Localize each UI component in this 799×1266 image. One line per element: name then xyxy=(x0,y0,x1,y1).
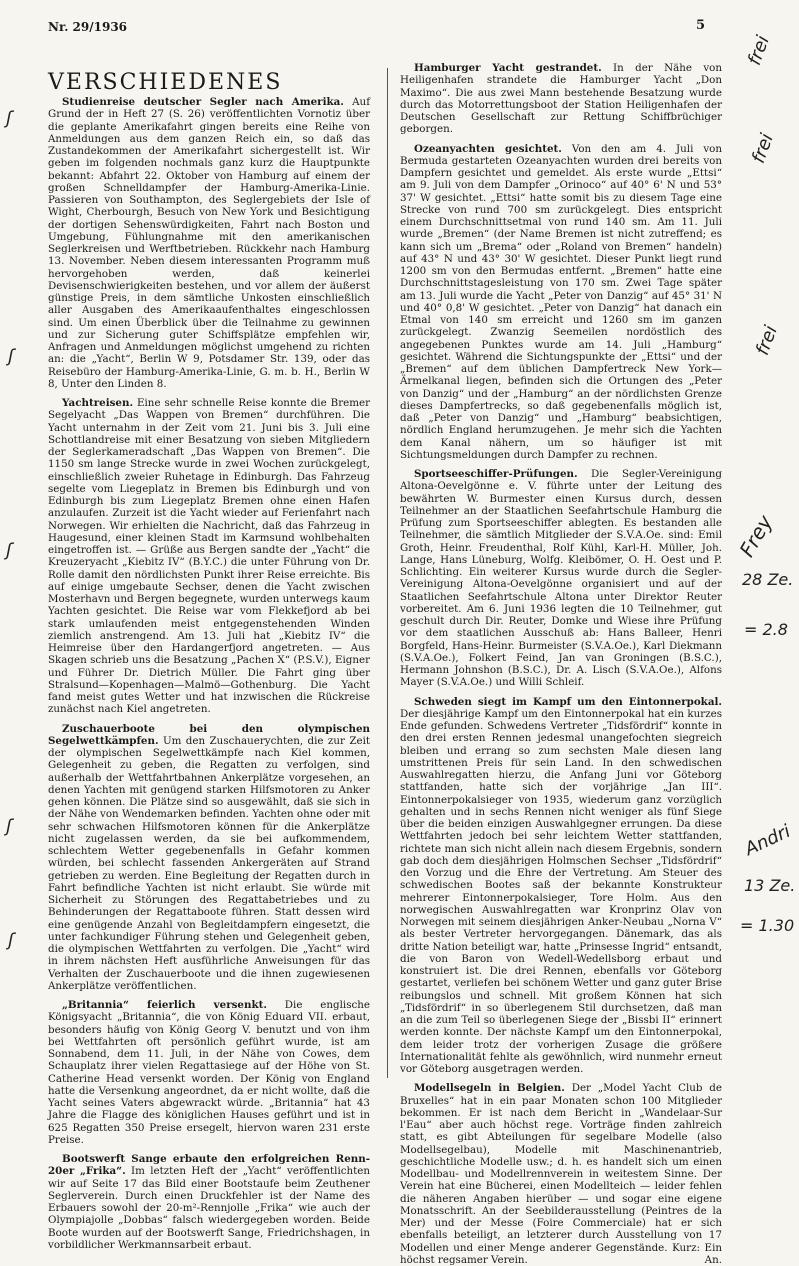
article-body: Der „Model Yacht Club de Bruxelles“ hat in ein paar Monaten schon 100 Mitglieder bekommen. Er ist nach dem Bericht in „Wandelaar-Sur l'Eau“ aber auch höchst rege. Vorträge finden zahlreich statt, es gibt Abteilungen für segelbare Modelle (also Modellsegelbau), Modelle mit Maschinenantrieb, geschichtliche Modelle usw.; d. h. es handelt sich um einen Modellbau- und Modellrennverein in weitestem Sinne. Der Verein hat eine Bücherei, einen Modellteich — leider fehlen die näheren Angaben hierüber — und sogar eine eigene Monatsschrift. An der Seebilderausstellung (Peintres de la Mer) und der Messe (Foire Commerciale) hat er sich ebenfalls beteiligt, an letzterer durch Ausstellung von 17 Modellen und einer Menge anderer Gegenstände. Kurz: Ein höchst regsamer Verein. xyxy=(400,1082,722,1266)
article-headline: Hamburger Yacht gestrandet. xyxy=(414,62,602,74)
margin-note: 28 Ze. xyxy=(742,570,794,589)
article-body: Der diesjährige Kampf um den Eintonnerpokal hat ein kurzes Ende gefunden. Schwedens Vertreter „Tidsfördrif“ konnte in den drei ersten Rennen jedesmal unangefochten siegreich bleiben und errang so zum sechsten Male diesen lang umstrittenen Preis für sein Land. In den schwedischen Auswahlregatten hierzu, die Anfang Juni vor Göteborg stattfanden, hatte sich der vorjährige „Jan III“. Eintonnerpokalsieger von 1935, wiederum ganz vorzüglich gehalten und in sechs Rennen nicht weniger als fünf Siege über die beiden einzigen Auswahlgegner errungen. Da diese Wettfahrten jedoch bei sehr leichtem Wetter stattfanden, richtete man sich nicht allein nach diesem Ergebnis, sondern gab doch dem diesjährigen Holmschen Sechser „Tidsfördrif“ den Vorzug und die Ehre der Vertretung. Am Steuer des schwedischen Bootes saß der bekannte Konstrukteur mehrerer Eintonnerpokalsieger, Tore Holm. Aus den norwegischen Auswahlregatten war Kronprinz Olav von Norwegen mit seinem diesjährigen Anker-Neubau „Norna V“ als bester Vertreter hervorgegangen. Dänemark, das als dritte Nation beteiligt war, hatte „Prinsesse Ingrid“ entsandt, die von Baron von Wedell-Wedellsborg erbaut und konstruiert ist. Die drei Rennen, ebenfalls vor Göteborg gestartet, verliefen bei schönem Wetter und ganz guter Brise reibungslos und schnell. Mit großem Können hat sich „Tidsfördrif“ in so überlegenem Stil durchsetzen, daß man an die zum Teil so überlegenen Siege der „Bissbi II“ erinnert werden konnte. Der nächste Kampf um den Eintonnerpokal, dem leider trotz der vorherigen Zusage die größere Internationalität fehlte als gewöhnlich, wird nunmehr erneut vor Göteborg ausgetragen werden. xyxy=(400,707,722,1075)
page-header xyxy=(0,0,799,60)
article-hamburger-yacht xyxy=(400,62,722,136)
article-body: Im letzten Heft der „Yacht“ veröffentlichten wir auf Seite 17 das Bild einer Bootstaufe beim Zeuthener Seglerverein. Durch einen Druckfehler ist der Name des Erbauers sowohl der 20-m²-Rennjolle „Frika“ wie auch der Olympiajolle „Dobbas“ falsch wiedergegeben worden. Beide Boote wurden auf der Bootswerft Sange, Friedrichshagen, in vorbildlicher Werkmannsarbeit erbaut. xyxy=(48,1165,371,1251)
article-body: Auf Grund der in Heft 27 (S. 26) veröffentlichten Vornotiz über die geplante Amerikafahrt gingen bereits eine Reihe von Anmeldungen aus dem ganzen Reich ein, so daß das Zustandekommen der Amerikafahrt sichergestellt ist. Wir geben im folgenden nochmals ganz kurz die Hauptpunkte bekannt: Abfahrt 22. Oktober von Hamburg auf einem der großen Schnelldampfer der Hamburg-Amerika-Linie. Passieren von Southampton, des Seglergebiets der Isle of Wight, Cherbourgh, Besuch von New York und Besichtigung der dortigen Sehenswürdigkeiten, Fahrt nach Boston und Umgebung, Fühlungnahme mit den amerikanischen Seglerkreisen und Werftbetrieben. Rückkehr nach Hamburg 13. November. Neben diesem interessanten Programm muß hervorgehoben werden, daß keinerlei Devisenschwierigkeiten bestehen, und vor allem der äußerst günstige Preis, in dem sämtliche Unkosten einschließlich aller Ausgaben des Amerikaaufenthaltes eingeschlossen sind. Um einen Überblick über die Teilnahme zu gewinnen und zur Sicherung guter Schiffsplätze empfehlen wir, Anfragen und Anmeldungen möglichst umgehend zu richten an: die „Yacht“, Berlin W 9, Potsdamer Str. 139, oder das Reisebüro der Hamburg-Amerika-Linie, G. m. b. H., Berlin W 8, Unter den Linden 8. xyxy=(48,96,371,390)
article-headline: Zuschauerboote bei den olympischen Segelwettkämpfen. xyxy=(48,722,370,747)
article-sportseeschiffer xyxy=(400,468,722,689)
article-headline: Studienreise deutscher Segler nach Amerika. xyxy=(62,96,344,108)
margin-note: 13 Ze. xyxy=(744,876,796,895)
article-headline: Modellsegeln in Belgien. xyxy=(414,1082,565,1095)
article-body: Von den am 4. Juli von Bermuda gestarteten Ozeanyachten wurden drei bereits von Dampfern gesichtet und gemeldet. Als erste wurde „Ettsi“ am 9. Juli von dem Dampfer „Orinoco“ auf 40° 6' N und 53° 37' W gesichtet. „Ettsi“ hatte somit bis zu diesem Tage eine Strecke von rund 700 sm zurückgelegt. Dies entspricht einem Durchschnittsetmal von rund 140 sm. Am 11. Juli wurde „Bremen“ (der Name Bremen ist nicht zutreffend; es kann sich um „Brema“ oder „Roland von Bremen“ handeln) auf 43° N und 43° 30' W gesichtet. Dieser Punkt liegt rund 1200 sm von den Bermudas entfernt. „Bremen“ hatte eine Durchschnittstagesleistung von 170 sm. Zwei Tage später am 13. Juli wurde die Yacht „Peter von Danzig“ auf 45° 31' N und 40° 0,8' W gesichtet. „Peter von Danzig“ hat danach ein Etmal von 140 sm erreicht und 1260 sm im ganzen zurückgelegt. Zwanzig Seemeilen nordöstlich des angegebenen Punktes wurde am 14. Juli „Hamburg“ gesichtet. Während die Sichtungspunkte der „Ettsi“ und der „Bremen“ auf dem üblichen Dampfertreck New York—Ärmelkanal liegen, befinden sich die Ortungen des „Peter von Danzig“ und der „Hamburg“ an der nördlichsten Grenze dieses Dampfertrecks, so daß gegebenenfalls möglich ist, daß „Peter von Danzig“ und „Hamburg“ beabsichtigen, nördlich England herumzugehen. Je mehr sich die Yachten dem Kanal nähern, um so häufiger ist mit Sichtungsmeldungen durch Dampfer zu rechnen. xyxy=(400,142,722,461)
margin-note: frei xyxy=(743,32,774,69)
margin-note: frei xyxy=(751,322,782,359)
article-headline: „Britannia“ feierlich versenkt. xyxy=(62,999,267,1011)
handwritten-mark: ʃ xyxy=(6,540,13,561)
section-title: VERSCHIEDENES xyxy=(48,70,283,95)
article-headline: Yachtreisen. xyxy=(62,397,134,409)
article-headline: Schweden siegt im Kampf um den Eintonnerpokal. xyxy=(414,695,722,708)
issue-number: Nr. 29/1936 xyxy=(48,20,128,34)
handwritten-mark: ʃ xyxy=(8,930,15,951)
handwritten-mark: ʃ xyxy=(8,346,15,367)
margin-note: = 1.30 xyxy=(740,916,795,935)
page-number: 5 xyxy=(696,18,706,33)
article-studienreise xyxy=(48,96,370,390)
article-headline: Bootswerft Sange erbaute den erfolgreichen Renn-20er „Frika“. xyxy=(48,1153,370,1178)
article-eintonnerpokal xyxy=(400,696,722,1076)
article-body: Die Segler-Vereinigung Altona-Oevelgönne e. V. führte unter der Leitung des bewährten W. Burmester einen Kursus durch, dessen Teilnehmer an der Staatlichen Seefahrtschule Hamburg die Prüfung zum Sportseeschiffer ablegten. Es bestanden alle Teilnehmer, die sämtlich Mitglieder der S.V.A.Oe. sind: Emil Groth, Heinr. Freudenthal, Rolf Kühl, Karl-H. Müller, Joh. Lange, Hans Lüneburg, Wolfg. Kleibömer, O. H. Oest und P. Schlichting. Ein weiterer Kursus wurde durch die Segler-Vereinigung Altona-Oevelgönne organisiert und auf der Staatlichen Seefahrtschule Altona unter Direktor Reuter vorbereitet. Am 6. Juni 1936 legten die 10 Teilnehmer, gut geschult durch Dir. Reuter, Domke und Wiese ihre Prüfung vor dem staatlichen Ausschuß ab: Hans Balleer, Henri Borgfeld, Hans-Heinr. Burmeister (S.V.A.Oe.), Karl Diekmann (S.V.A.Oe.), Folkert Feind, Jan van Groningen (B.S.C.), Hermann Johnshon (B.S.C.), Dr. A. Lisch (S.V.A.Oe.), Alfons Mayer (S.V.A.Oe.) und Willi Schleif. xyxy=(400,468,722,689)
article-body: Um den Zuschauerychten, die zur Zeit der olympischen Segelwettkämpfe nach Kiel kommen, Gelegenheit zu geben, die Regatten zu verfolgen, sind außerhalb der Wettfahrtbahnen Ankerplätze vorgesehen, an denen Yachten mit genügend starken Hilfsmotoren zu Anker gehen können. Die Plätze sind so ausgewählt, daß sie sich in der Nähe von Wendemarken befinden. Yachten ohne oder mit sehr schwachen Hilfsmotoren können für die Ankerplätze nicht zugelassen werden, da sie bei aufkommendem, schlechtem Wetter gegebenenfalls in Gefahr kommen würden, bei schlecht fassenden Ankergeräten auf Strand getrieben zu werden. Eine Begleitung der Regatten durch in Fahrt befindliche Yachten ist nicht erlaubt. Sie würde mit Sicherheit zu Störungen des Regattabetriebes und zu Behinderungen der Regattaboote führen. Statt dessen wird eine genügende Anzahl von Begleitdampfern eingesetzt, die unter fachkundiger Führung stehen und Gelegenheit geben, die olympischen Wettfahrten zu verfolgen. Die „Yacht“ wird in ihrem nächsten Heft ausführliche Anweisungen für das Verhalten der Zuschauerboote und die ihnen zugewiesenen Ankerplätze veröffentlichen. xyxy=(48,734,370,992)
article-modellsegeln xyxy=(400,1082,722,1266)
margin-note: = 2.8 xyxy=(744,620,788,639)
article-body: Die englische Königsyacht „Britannia“, die von König Eduard VII. erbaut, besonders häufig von König Georg V. benutzt und von ihm bei Wettfahrten oft persönlich geführt wurde, ist am Sonnabend, dem 11. Juli, in der Nähe von Cowes, dem Schauplatz ihrer vielen Regattasiege auf der Höhe von St. Catherine Head versenkt worden. Der König von England hatte die Versenkung angeordnet, da er nicht wollte, daß die Yacht seines Vaters abgewrackt würde. „Britannia“ hat 43 Jahre die Flagge des königlichen Hauses geführt und ist in 625 Regatten 350 Preise ersegelt, hiervon waren 231 erste Preise. xyxy=(48,999,370,1146)
column-rule xyxy=(387,68,388,1078)
article-signature: An. xyxy=(704,1253,722,1266)
right-column xyxy=(400,62,722,1266)
handwritten-mark: ʃ xyxy=(6,816,13,837)
article-ozeanyachten xyxy=(400,143,722,462)
article-zuschauerboote xyxy=(48,723,370,993)
margin-note: Andri xyxy=(741,820,794,861)
article-bootswerft-sange xyxy=(48,1153,370,1251)
left-column xyxy=(48,96,371,1251)
article-yachtreisen xyxy=(48,397,370,716)
handwritten-mark: ʃ xyxy=(6,108,13,129)
margin-note: Frey xyxy=(734,511,778,561)
article-body: Eine sehr schnelle Reise konnte die Bremer Segelyacht „Das Wappen von Bremen“ durchführen. Die Yacht unternahm in der Zeit vom 21. Juni bis 3. Juli eine Schottlandreise mit einer Besatzung von sieben Mitgliedern der Seglerkameradschaft „Das Wappen von Bremen“. Die 1150 sm lange Strecke wurde in zwei Wochen zurückgelegt, einschließlich zweier Ruhetage in Edinburgh. Das Fahrzeug segelte vom Liegeplatz in Bremen bis Edinburgh und von Edinburgh bis zum Liegeplatz Bremen ohne einen Hafen anzulaufen. Zurzeit ist die Yacht wieder auf Ferienfahrt nach Norwegen. Wir erhielten die Nachricht, daß das Fahrzeug in Haugesund, einer kleinen Stadt im Karmsund wohlbehalten eingetroffen ist. — Grüße aus Bergen sandte der „Yacht“ die Kreuzeryacht „Kiebitz IV“ (B.Y.C.) die unter Führung von Dr. Rolle damit den nördlichsten Punkt ihrer Reise erreichte. Bis auf einige umgebaute Sechser, denen die Yacht zwischen Mosterhavn und Bergen begegnete, wurden unterwegs kaum Yachten gesichtet. Die Reise war vom Flekkefjord ab bei stark umlaufenden meist entgegenstehenden Winden ziemlich anstrengend. Am 13. Juli hat „Kiebitz IV“ die Heimreise über den Hardangerfjord angetreten. — Aus Skagen schrieb uns die Besatzung „Pachen X“ (P.S.V.), Eigner und Führer Dr. Dietrich Müller. Die Fahrt ging über Stralsund—Kopenhagen—Malmö—Gothenburg. Die Yacht fand meist gutes Wetter und hat inzwischen die Rückreise zunächst nach Kiel angetreten. xyxy=(48,397,370,716)
article-britannia xyxy=(48,999,370,1146)
article-headline: Ozeanyachten gesichtet. xyxy=(414,142,562,155)
margin-note: frei xyxy=(747,130,778,167)
article-body: In der Nähe von Heiligenhafen strandete die Hamburger Yacht „Don Maximo“. Die aus zwei Mann bestehende Besatzung wurde durch das Motorrettungsboot der Station Heiligenhafen der Deutschen Gesellschaft zur Rettung Schiffbrüchiger geborgen. xyxy=(400,62,722,136)
article-headline: Sportseeschiffer-Prüfungen. xyxy=(414,468,578,480)
